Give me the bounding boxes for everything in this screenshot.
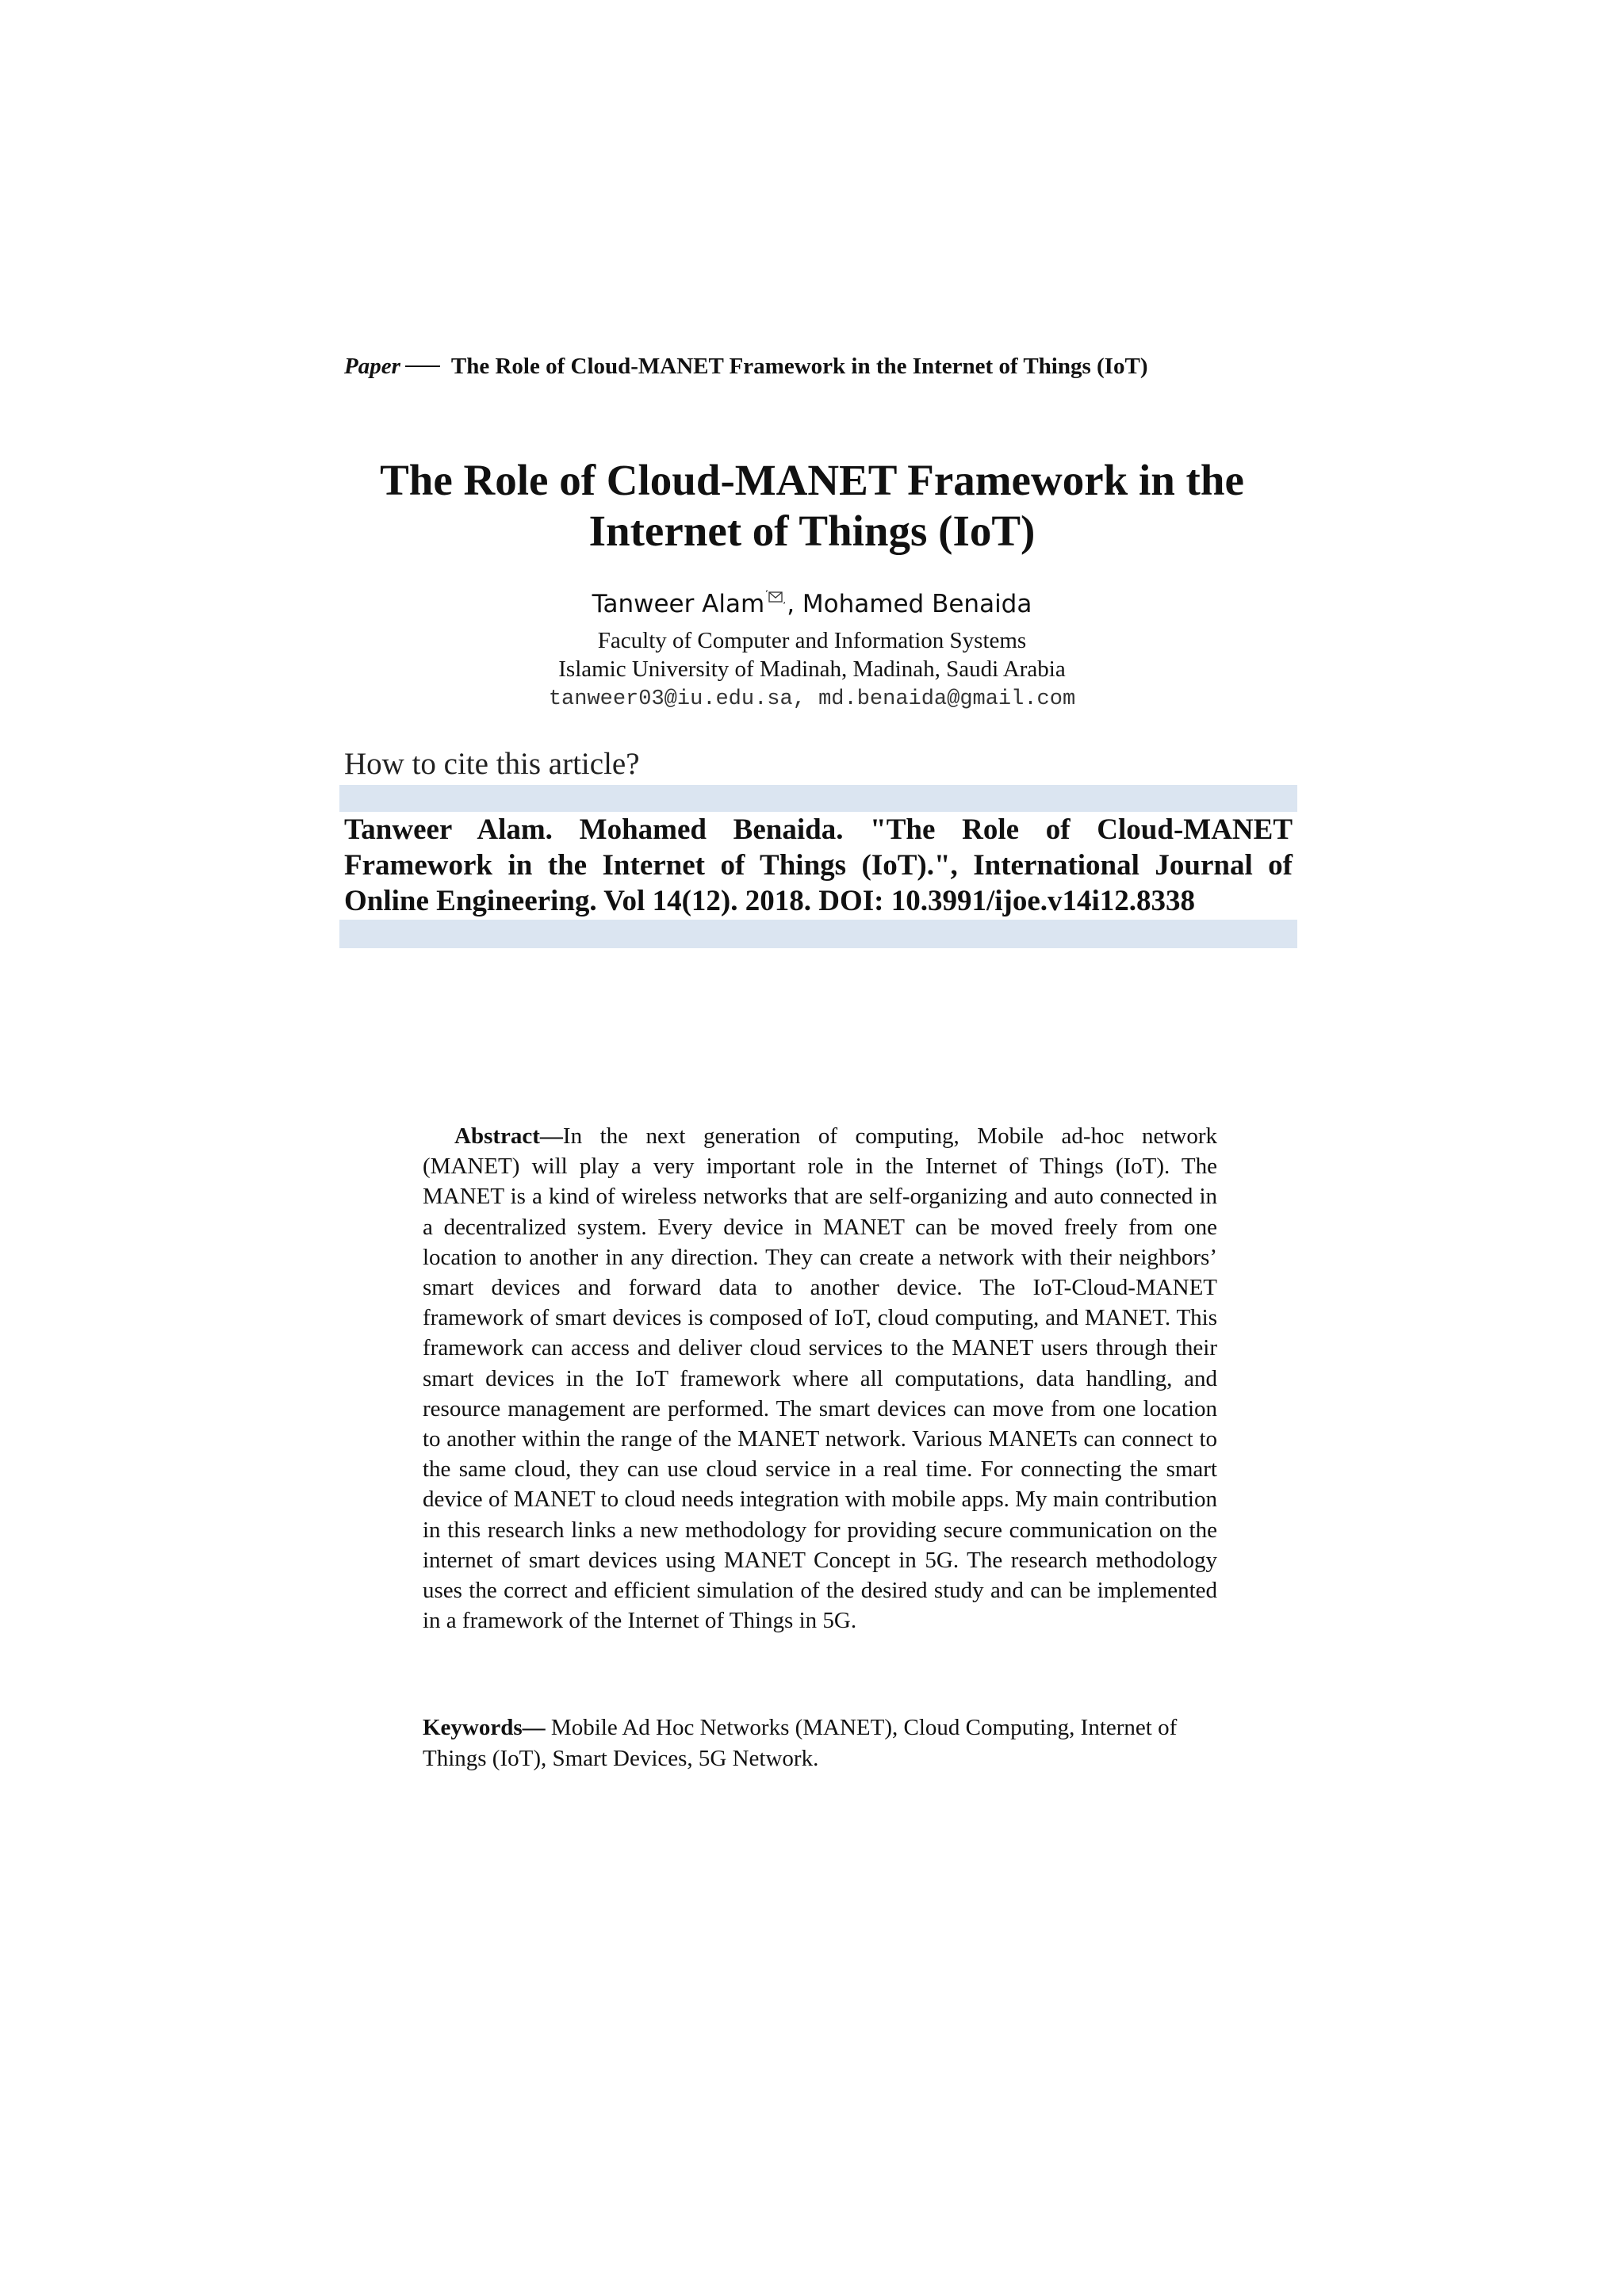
paper-title-line-2: Internet of Things (IoT): [588, 507, 1036, 555]
author-name: Mohamed Benaida: [802, 590, 1032, 618]
affiliation-line: Faculty of Computer and Information Systems: [597, 628, 1027, 653]
author-separator: ,: [787, 590, 802, 618]
running-header-label: Paper: [344, 354, 400, 379]
citation-highlight-band: [339, 920, 1297, 948]
running-header: [344, 350, 1375, 382]
abstract-text: In the next generation of computing, Mobile ad-hoc network (MANET) will play a very important role in the Internet of Things (IoT). The MANET is a kind of wireless networks that are self-organizing and auto connected in a decentralized system. Every device in MANET can be moved freely from one location to another in any direction. They can create a network with their neighbors’ smart devices and forward data to another device. The IoT-Cloud-MANET framework of smart devices is composed of IoT, cloud computing, and MANET. This framework can access and deliver cloud services to the MANET users through their smart devices in the IoT framework where all computations, data handling, and resource management are performed. The smart devices can move from one location to another within the range of the MANET network. Various MANETs can connect to the same cloud, they can use cloud service in a real time. For connecting the smart device of MANET to cloud needs integration with mobile apps. My main contribution in this research links a new methodology for providing secure communication on the internet of smart devices using MANET Concept in 5G. The research methodology uses the correct and efficient simulation of the desired study and can be implemented in a framework of the Internet of Things in 5G.: [423, 1123, 1217, 1634]
running-header-title: The Role of Cloud-MANET Framework in the Internet of Things (IoT): [450, 354, 1148, 379]
envelope-icon: [766, 590, 785, 604]
em-dash-rule: [405, 365, 440, 367]
abstract-label: Abstract—: [454, 1123, 563, 1149]
keywords: [423, 1712, 1217, 1774]
citation-text: Tanweer Alam. Mohamed Benaida. "The Role of Cloud-MANET Framework in the Internet of Things (IoT).", International Journal of Online Engineering. Vol 14(12). 2018. DOI: 10.3991/ijoe.v14i12.8338: [344, 813, 1293, 917]
paper-title: [238, 455, 1386, 557]
paper-title-line-1: The Role of Cloud-MANET Framework in the: [380, 456, 1244, 504]
affiliation-line: Islamic University of Madinah, Madinah, Saudi Arabia: [558, 656, 1066, 682]
author-list: [238, 588, 1386, 620]
author-emails: tanweer03@iu.edu.sa, md.benaida@gmail.com: [548, 687, 1076, 711]
citation-heading: How to cite this article?: [344, 747, 640, 781]
keywords-text: Mobile Ad Hoc Networks (MANET), Cloud Computing, Internet of Things (IoT), Smart Devices, 5G Network.: [423, 1715, 1178, 1771]
keywords-label: Keywords—: [423, 1715, 546, 1740]
citation-highlight-band: [339, 785, 1297, 812]
abstract: [423, 1121, 1217, 1636]
author-name: Tanweer Alam: [592, 590, 765, 618]
